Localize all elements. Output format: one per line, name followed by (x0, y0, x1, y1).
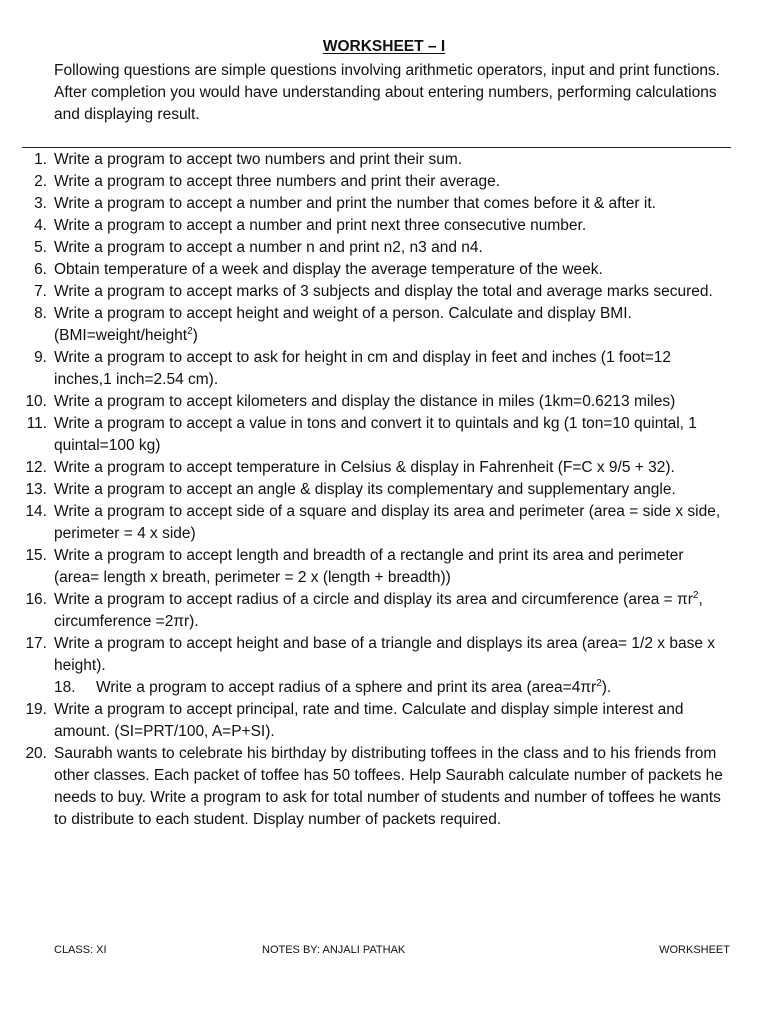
question-number: 20. (25, 745, 47, 762)
question-number: 6. (34, 261, 47, 278)
question-item (0, 303, 768, 347)
question-item (0, 479, 768, 501)
question-number: 17. (25, 635, 47, 652)
superscript: 2 (596, 678, 602, 689)
question-text: Write a program to accept marks of 3 subjects and display the total and average marks secured. (54, 283, 713, 300)
question-text: Write a program to accept height and base of a triangle and displays its area (area= 1/2 x base x height). (54, 635, 715, 674)
question-number: 3. (34, 195, 47, 212)
question-text: Write a program to accept height and weight of a person. Calculate and display BMI. (54, 305, 632, 322)
question-list (0, 149, 768, 831)
divider-line (22, 147, 731, 148)
question-item (0, 457, 768, 479)
question-number: 18. (54, 679, 76, 696)
intro-text (54, 60, 744, 126)
question-item (0, 743, 768, 831)
question-number: 5. (34, 239, 47, 256)
intro-paragraph: After completion you would have understanding about entering numbers, performing calculations and displaying result. (54, 84, 717, 123)
question-number: 1. (34, 151, 47, 168)
question-item (0, 699, 768, 743)
question-text: Write a program to accept temperature in Celsius & display in Fahrenheit (F=C x 9/5 + 32). (54, 459, 675, 476)
question-number: 12. (25, 459, 47, 476)
question-text-after: ). (601, 679, 612, 696)
question-item (0, 501, 768, 545)
question-item (0, 281, 768, 303)
question-item (0, 193, 768, 215)
question-item (0, 237, 768, 259)
question-item (0, 677, 768, 699)
question-text: Write a program to accept length and breadth of a rectangle and print its area and perimeter (area= length x breath, perimeter = 2 x (length + breadth)) (54, 547, 684, 586)
question-item (0, 633, 768, 677)
question-number: 7. (34, 283, 47, 300)
question-text: Write a program to accept an angle & display its complementary and supplementary angle. (54, 481, 676, 498)
footer-class: CLASS: XI (54, 944, 107, 956)
question-item (0, 149, 768, 171)
question-item (0, 259, 768, 281)
question-number: 16. (25, 591, 47, 608)
footer-notes-author: NOTES BY: ANJALI PATHAK (262, 944, 406, 956)
page-footer (0, 944, 768, 960)
intro-paragraph: Following questions are simple questions involving arithmetic operators, input and print functions. (54, 62, 720, 79)
question-number: 13. (25, 481, 47, 498)
question-text: Write a program to accept principal, rate and time. Calculate and display simple interest and amount. (SI=PRT/100, A=P+SI). (54, 701, 684, 740)
question-item (0, 347, 768, 391)
footer-label: WORKSHEET (659, 944, 730, 956)
question-text: Write a program to accept two numbers and print their sum. (54, 151, 463, 168)
question-text: Obtain temperature of a week and display the average temperature of the week. (54, 261, 603, 278)
question-number: 8. (34, 305, 47, 322)
question-item (0, 413, 768, 457)
question-item (0, 589, 768, 633)
question-number: 2. (34, 173, 47, 190)
question-number: 9. (34, 349, 47, 366)
question-text-formula: (BMI=weight/height (54, 327, 188, 344)
question-text: Write a program to accept to ask for height in cm and display in feet and inches (1 foot=12 inches,1 inch=2.54 cm). (54, 349, 672, 388)
superscript: 2 (692, 590, 699, 601)
superscript: 2 (187, 326, 193, 337)
question-text: Write a program to accept a number n and print n2, n3 and n4. (54, 239, 483, 256)
question-text: Write a program to accept a number and print the number that comes before it & after it. (54, 195, 656, 212)
question-number: 14. (25, 503, 47, 520)
question-text: Write a program to accept kilometers and display the distance in miles (1km=0.6213 miles) (54, 393, 676, 410)
question-item (0, 545, 768, 589)
question-text-after: ) (192, 327, 198, 344)
question-text: Write a program to accept three numbers and print their average. (54, 173, 500, 190)
question-text: Write a program to accept radius of a circle and display its area and circumference (area = πr (54, 591, 693, 608)
question-text-after: , circumference =2πr). (54, 591, 703, 630)
question-text: Write a program to accept radius of a sphere and print its area (area=4πr (96, 679, 597, 696)
question-number: 15. (25, 547, 47, 564)
question-item (0, 215, 768, 237)
question-item (0, 391, 768, 413)
question-number: 11. (26, 415, 47, 432)
question-number: 19. (25, 701, 47, 718)
question-text: Write a program to accept side of a square and display its area and perimeter (area = side x side, perimeter = 4 x side) (54, 503, 721, 542)
question-number: 4. (34, 217, 47, 234)
question-text: Write a program to accept a number and print next three consecutive number. (54, 217, 587, 234)
worksheet-title: WORKSHEET – I (322, 38, 446, 55)
question-number: 10. (25, 393, 47, 410)
question-text: Saurabh wants to celebrate his birthday by distributing toffees in the class and to his friends from other classes. Each packet of toffee has 50 toffees. Help Saurabh calculate number of packets he needs to buy. Write a program to ask for total number of students and number of toffees he wants to distribute to each student. Display number of packets required. (54, 745, 723, 828)
question-item (0, 171, 768, 193)
question-text: Write a program to accept a value in tons and convert it to quintals and kg (1 ton=10 quintal, 1 quintal=100 kg) (54, 415, 697, 454)
